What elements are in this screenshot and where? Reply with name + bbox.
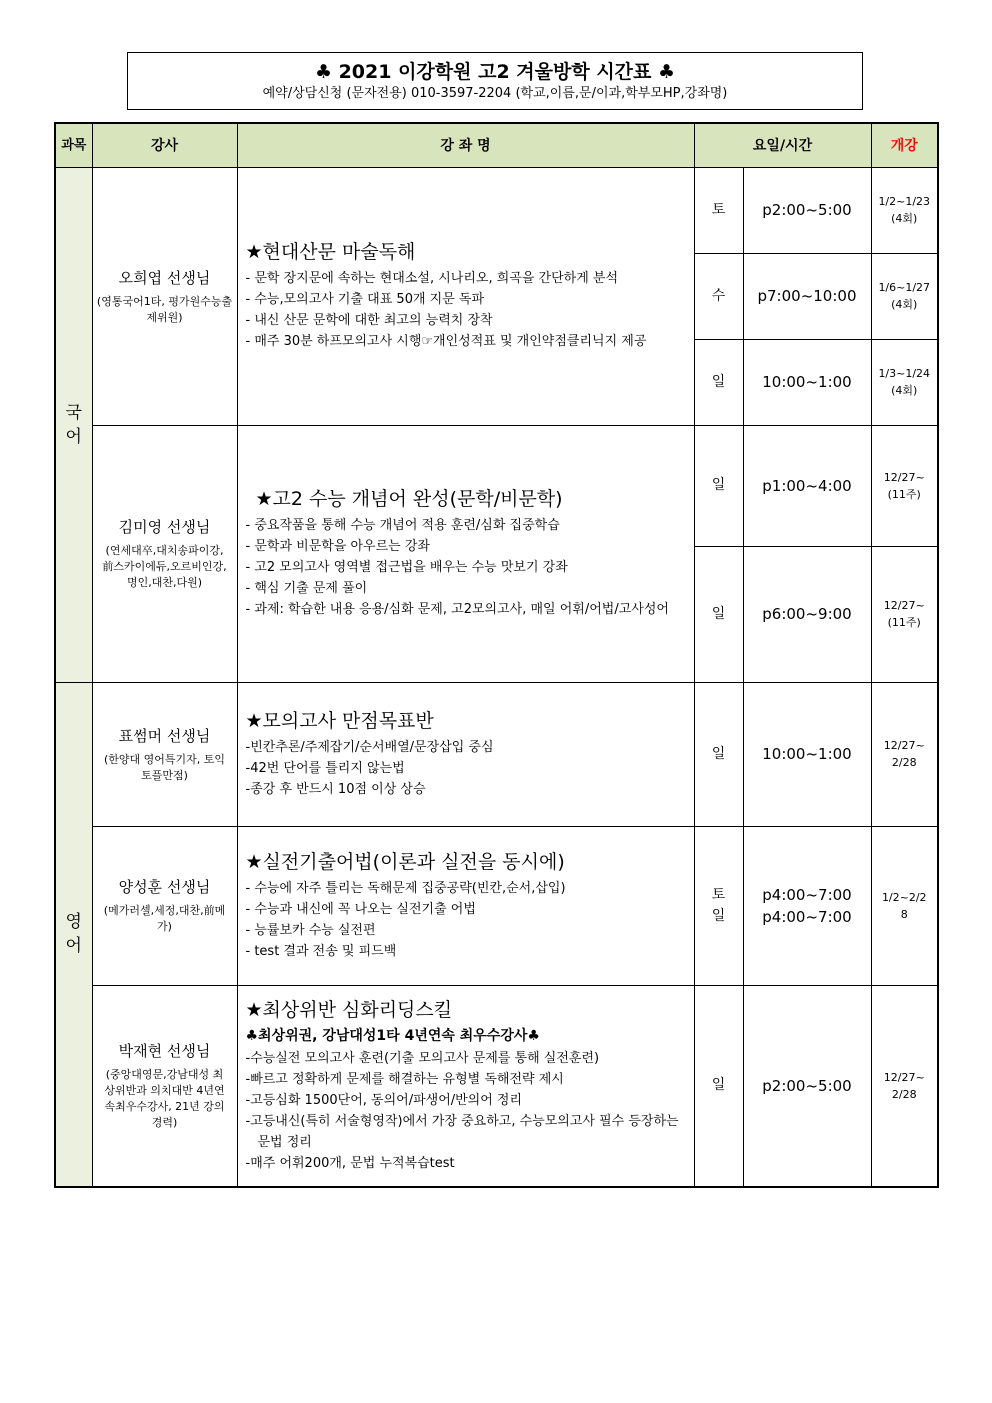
teacher-name: 박재현 선생님 — [118, 1042, 211, 1061]
day-cell: 일 — [694, 682, 743, 826]
course-cell — [237, 167, 694, 425]
list-item: - 매주 30분 하프모의고사 시행☞개인성적표 및 개인약점클리닉지 제공 — [245, 334, 647, 349]
list-item: - 수능과 내신에 꼭 나오는 실전기출 어법 — [245, 901, 476, 917]
start-text: 1/2~2/28 — [881, 890, 927, 921]
subject-korean — [55, 167, 92, 682]
teacher-credentials: (한양대 영어특기자, 토익토플만점) — [103, 752, 226, 782]
list-item: -종강 후 반드시 10점 이상 상승 — [245, 781, 426, 797]
day-cell: 일 — [694, 339, 743, 425]
schedule-table — [54, 122, 939, 1188]
course-bullets — [246, 515, 686, 620]
header-start: 개강 — [871, 123, 938, 167]
title-box — [127, 52, 863, 110]
start-cell — [871, 425, 938, 546]
list-item: - 고2 모의고사 영역별 접근법을 배우는 수능 맛보기 강좌 — [245, 560, 568, 575]
day-cell: 일 — [694, 425, 743, 546]
list-item: - 문학 장지문에 속하는 현대소설, 시나리오, 희곡을 간단하게 분석 — [245, 271, 619, 286]
teacher-credentials: (중앙대영문,강남대성 최상위반과 의치대반 4년연속최우수강사, 21년 강의경력) — [104, 1068, 225, 1130]
day-cell — [694, 826, 743, 985]
subject-english — [55, 682, 92, 1187]
start-text: 12/27~ 2/28 — [883, 1070, 925, 1101]
time-cell: p6:00~9:00 — [743, 546, 871, 682]
list-item: -빠르고 정확하게 문제를 해결하는 유형별 독해전략 제시 — [245, 1071, 564, 1087]
teacher-cell — [92, 682, 237, 826]
teacher-name: 오희엽 선생님 — [118, 268, 211, 287]
time-text: p4:00~7:00 — [762, 885, 852, 904]
teacher-credentials: (연세대卒,대치송파이강, 前스카이에듀,오르비인강, 명인,대찬,다원) — [102, 544, 227, 589]
list-item: - 문학과 비문학을 아우르는 강좌 — [245, 539, 430, 554]
teacher-cell — [92, 425, 237, 682]
course-bullets — [246, 268, 686, 352]
day-text: 토 — [711, 886, 726, 903]
list-item: - 핵심 기출 문제 풀이 — [245, 581, 368, 596]
page-subtitle: 예약/상담신청 (문자전용) 010-3597-2204 (학교,이름,문/이과,학부모HP,강좌명) — [262, 86, 728, 101]
list-item: - 수능에 자주 틀리는 독해문제 집중공략(빈칸,순서,삽입) — [245, 880, 566, 896]
header-schedule: 요일/시간 — [694, 123, 871, 167]
list-item: -수능실전 모의고사 훈련(기출 모의고사 문제를 통해 실전훈련) — [245, 1050, 600, 1066]
list-item: -고등심화 1500단어, 동의어/파생어/반의어 정리 — [245, 1092, 523, 1108]
course-title: ★최상위반 심화리딩스킬 — [245, 998, 453, 1021]
day-text: 일 — [711, 907, 726, 924]
subject-english-label: 영어 — [65, 912, 82, 957]
list-item: - 중요작품을 통해 수능 개념어 적용 훈련/심화 집중학습 — [245, 518, 560, 533]
start-cell — [871, 546, 938, 682]
start-text: 12/27~ (11주) — [883, 599, 925, 629]
day-cell: 일 — [694, 546, 743, 682]
page-title: ♣ 2021 이강학원 고2 겨울방학 시간표 ♣ — [314, 61, 676, 83]
day-cell: 수 — [694, 253, 743, 339]
list-item: - 내신 산문 문학에 대한 최고의 능력치 장착 — [245, 313, 493, 328]
teacher-name: 양성훈 선생님 — [118, 878, 211, 896]
time-cell: p1:00~4:00 — [743, 425, 871, 546]
day-cell: 토 — [694, 167, 743, 253]
header-course: 강 좌 명 — [237, 123, 694, 167]
time-cell: p2:00~5:00 — [743, 985, 871, 1187]
list-item: -고등내신(특히 서술형영작)에서 가장 중요하고, 수능모의고사 필수 등장하는 문법 정리 — [245, 1113, 679, 1150]
teacher-cell — [92, 826, 237, 985]
start-cell — [871, 339, 938, 425]
course-title: ★고2 수능 개념어 완성(문학/비문학) — [255, 488, 563, 510]
start-cell — [871, 826, 938, 985]
time-cell — [743, 826, 871, 985]
header-row — [55, 123, 938, 167]
teacher-cell — [92, 167, 237, 425]
course-cell — [237, 682, 694, 826]
list-item: -매주 어휘200개, 문법 누적복습test — [245, 1155, 455, 1171]
time-text: p4:00~7:00 — [762, 907, 852, 926]
list-item: -42번 단어를 틀리지 않는법 — [245, 760, 405, 776]
course-cell — [237, 826, 694, 985]
teacher-cell — [92, 985, 237, 1187]
course-cell — [237, 985, 694, 1187]
teacher-name: 표썸머 선생님 — [118, 726, 211, 745]
time-cell: p7:00~10:00 — [743, 253, 871, 339]
course-bullets — [246, 1048, 686, 1174]
start-text: 12/27~ (11주) — [883, 470, 925, 501]
start-cell — [871, 985, 938, 1187]
day-cell: 일 — [694, 985, 743, 1187]
list-item: - test 결과 전송 및 피드백 — [245, 943, 397, 959]
start-cell — [871, 167, 938, 253]
time-cell: 10:00~1:00 — [743, 339, 871, 425]
table-row — [55, 682, 938, 826]
time-cell: 10:00~1:00 — [743, 682, 871, 826]
list-item: - 과제: 학습한 내용 응용/심화 문제, 고2모의고사, 매일 어휘/어법/고사성어 — [245, 602, 669, 617]
start-text: 1/3~1/24 (4회) — [878, 367, 931, 397]
course-title: ★현대산문 마술독해 — [245, 241, 416, 263]
start-text: 12/27~ 2/28 — [883, 739, 925, 769]
start-text: 1/6~1/27 (4회) — [878, 281, 931, 311]
course-title: ★실전기출어법(이론과 실전을 동시에) — [245, 850, 565, 873]
table-row — [55, 985, 938, 1187]
subject-korean-label: 국어 — [65, 402, 82, 447]
start-text: 1/2~1/23 (4회) — [878, 195, 931, 225]
time-cell: p2:00~5:00 — [743, 167, 871, 253]
course-bullets — [246, 878, 686, 962]
course-bullets — [246, 737, 686, 800]
teacher-credentials: (영통국어1타, 평가원수능출제위원) — [96, 294, 233, 324]
list-item: -빈칸추론/주제잡기/순서배열/문장삽입 중심 — [245, 739, 494, 755]
table-row — [55, 167, 938, 253]
teacher-name: 김미영 선생님 — [118, 518, 211, 536]
list-item: - 수능,모의고사 기출 대표 50개 지문 독파 — [245, 292, 485, 307]
table-row — [55, 425, 938, 546]
start-cell — [871, 253, 938, 339]
course-cell — [237, 425, 694, 682]
course-subtitle: ♣최상위권, 강남대성1타 4년연속 최우수강사♣ — [245, 1027, 540, 1044]
header-subject: 과목 — [55, 123, 92, 167]
teacher-credentials: (메가러셀,세정,대찬,前메가) — [103, 904, 226, 933]
list-item: - 능률보카 수능 실전편 — [245, 922, 376, 938]
course-title: ★모의고사 만점목표반 — [245, 709, 434, 732]
table-row — [55, 826, 938, 985]
header-teacher: 강사 — [92, 123, 237, 167]
start-cell — [871, 682, 938, 826]
